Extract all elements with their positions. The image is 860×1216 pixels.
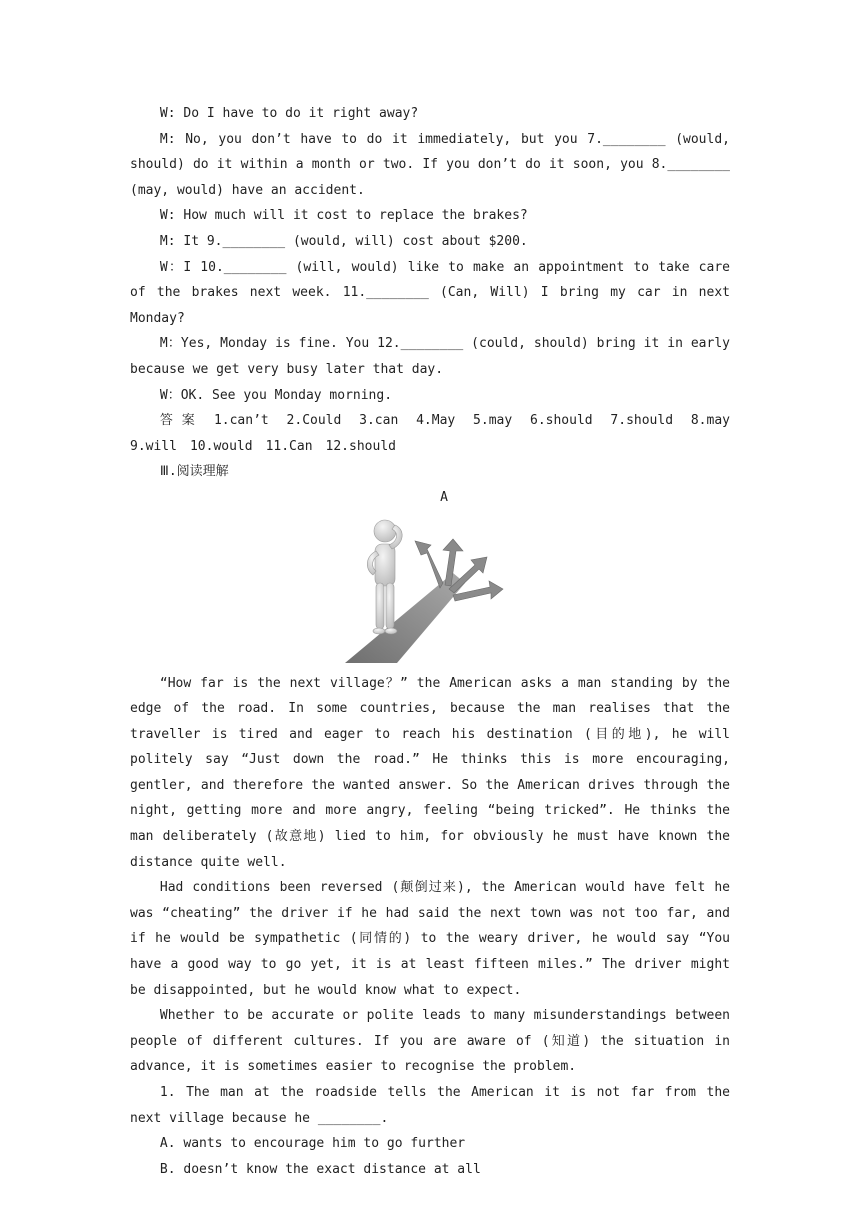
passage-paragraph: Had conditions been reversed (颠倒过来), the American would have felt he was “cheating” the driver if he had said the next town was not too far, and if he would be sympathetic (同情的) to the weary driver, he would say “You have a good way to go yet, it is at least fifteen miles.” The driver might be disappointed, but he would know what to expect.	[130, 880, 730, 998]
document-body	[130, 101, 744, 1182]
passage-paragraph: Whether to be accurate or polite leads to many misunderstandings between people of different cultures. If you are aware of (知道) the situation in advance, it is sometimes easier to recognise the problem.	[130, 1008, 730, 1075]
dialogue-line-m3: M：Yes, Monday is fine. You 12.________ (could, should) bring it in early because we get very busy later that day.	[130, 336, 730, 377]
answer-label: 答案	[159, 413, 204, 429]
dialogue-line-m1: M: No, you don’t have to do it immediately, but you 7.________ (would, should) do it within a month or two. If you don’t do it soon, you 8.________ (may, would) have an accident.	[130, 131, 730, 198]
dialogue-line-m2: M: It 9.________ (would, will) cost about $200.	[159, 233, 528, 249]
dialogue-line-w2: W: How much will it cost to replace the brakes?	[159, 208, 528, 224]
question-option-a: A. wants to encourage him to go further	[159, 1136, 466, 1152]
question-option-b: B. doesn’t know the exact distance at all	[159, 1161, 481, 1177]
person-at-crossroads-icon	[345, 513, 515, 663]
answer-items: 1.can’t 2.Could 3.can 4.May 5.may 6.should 7.should 8.may 9.will 10.would 11.Can 12.should	[130, 413, 744, 454]
passage-letter: A	[440, 489, 448, 505]
passage-paragraph: “How far is the next village？” the American asks a man standing by the edge of the road. In some countries, because the man realises that the traveller is tired and eager to reach his destination (目的地), he will politely say “Just down the road.” He thinks this is more encouraging, gentler, and therefore the wanted answer. So the American drives through the night, getting more and more angry, feeling “being tricked”. He thinks the man deliberately (故意地) lied to him, for obviously he must have known the distance quite well.	[130, 675, 730, 870]
answer-key	[130, 408, 744, 459]
section-heading: Ⅲ.阅读理解	[159, 464, 229, 480]
question-stem: 1. The man at the roadside tells the American it is not far from the next village because he ________.	[130, 1085, 730, 1126]
dialogue-line-w1: W: Do I have to do it right away?	[159, 106, 419, 121]
reading-passage	[130, 671, 730, 1081]
dialogue-line-w3: W：I 10.________ (will, would) like to make an appointment to take care of the brakes next week. 11.________ (Can, Will) I bring my car in next Monday?	[130, 259, 730, 326]
dialogue-line-w4: W：OK. See you Monday morning.	[159, 387, 393, 403]
